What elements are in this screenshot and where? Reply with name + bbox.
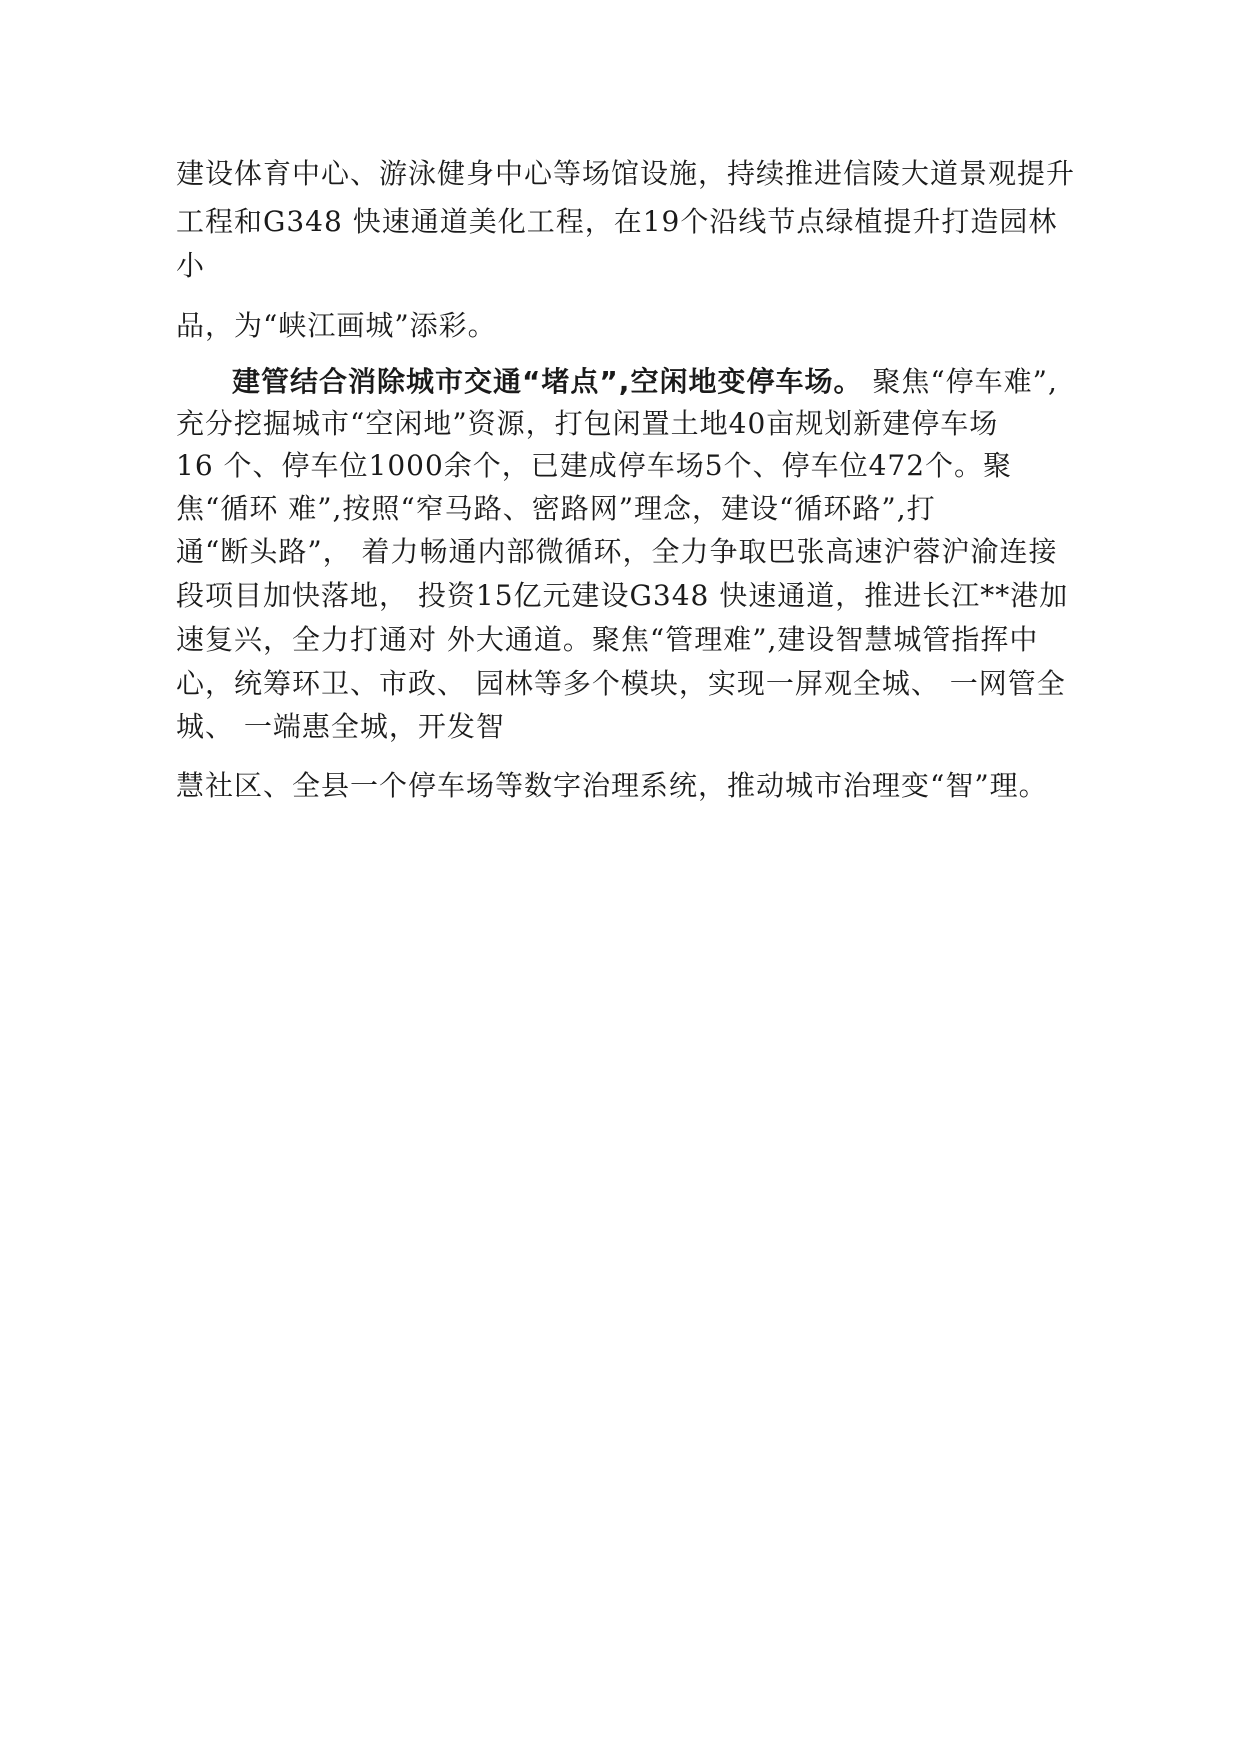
paragraph1-line4: 品，为“峡江画城”添彩。	[176, 309, 497, 342]
paragraph2-line9: 城、 一端惠全城，开发智	[176, 710, 505, 743]
paragraph2-line8: 心，统筹环卫、市政、 园林等多个模块，实现一屏观全城、 一网管全	[176, 667, 1066, 700]
paragraph2-line6: 段项目加快落地， 投资15亿元建设G348 快速通道，推进长江**港加	[176, 579, 1069, 612]
paragraph1-line3: 小	[176, 249, 206, 282]
paragraph2-line2: 充分挖掘城市“空闲地”资源，打包闲置土地40亩规划新建停车场	[176, 407, 999, 440]
paragraph2-line10: 慧社区、全县一个停车场等数字治理系统，推动城市治理变“智”理。	[176, 769, 1048, 802]
paragraph2-line5: 通“断头路”， 着力畅通内部微循环，全力争取巴张高速沪蓉沪渝连接	[176, 535, 1058, 568]
paragraph2-line4: 焦“循环 难”,按照“窄马路、密路网”理念，建设“循环路”,打	[176, 492, 936, 525]
paragraph2-heading: 建管结合消除城市交通“堵点”,空闲地变停车场。	[232, 365, 863, 398]
paragraph2-line1-rest: 聚焦“停车难”,	[862, 365, 1058, 398]
paragraph1-line1: 建设体育中心、游泳健身中心等场馆设施，持续推进信陵大道景观提升	[176, 157, 1076, 190]
paragraph2-line3: 16 个、停车位1000余个，已建成停车场5个、停车位472个。聚	[176, 449, 1013, 482]
paragraph1-line2: 工程和G348 快速通道美化工程，在19个沿线节点绿植提升打造园林	[176, 205, 1058, 238]
paragraph2-line1	[232, 362, 1058, 402]
paragraph2-line7: 速复兴，全力打通对 外大通道。聚焦“管理难”,建设智慧城管指挥中	[176, 623, 1039, 656]
